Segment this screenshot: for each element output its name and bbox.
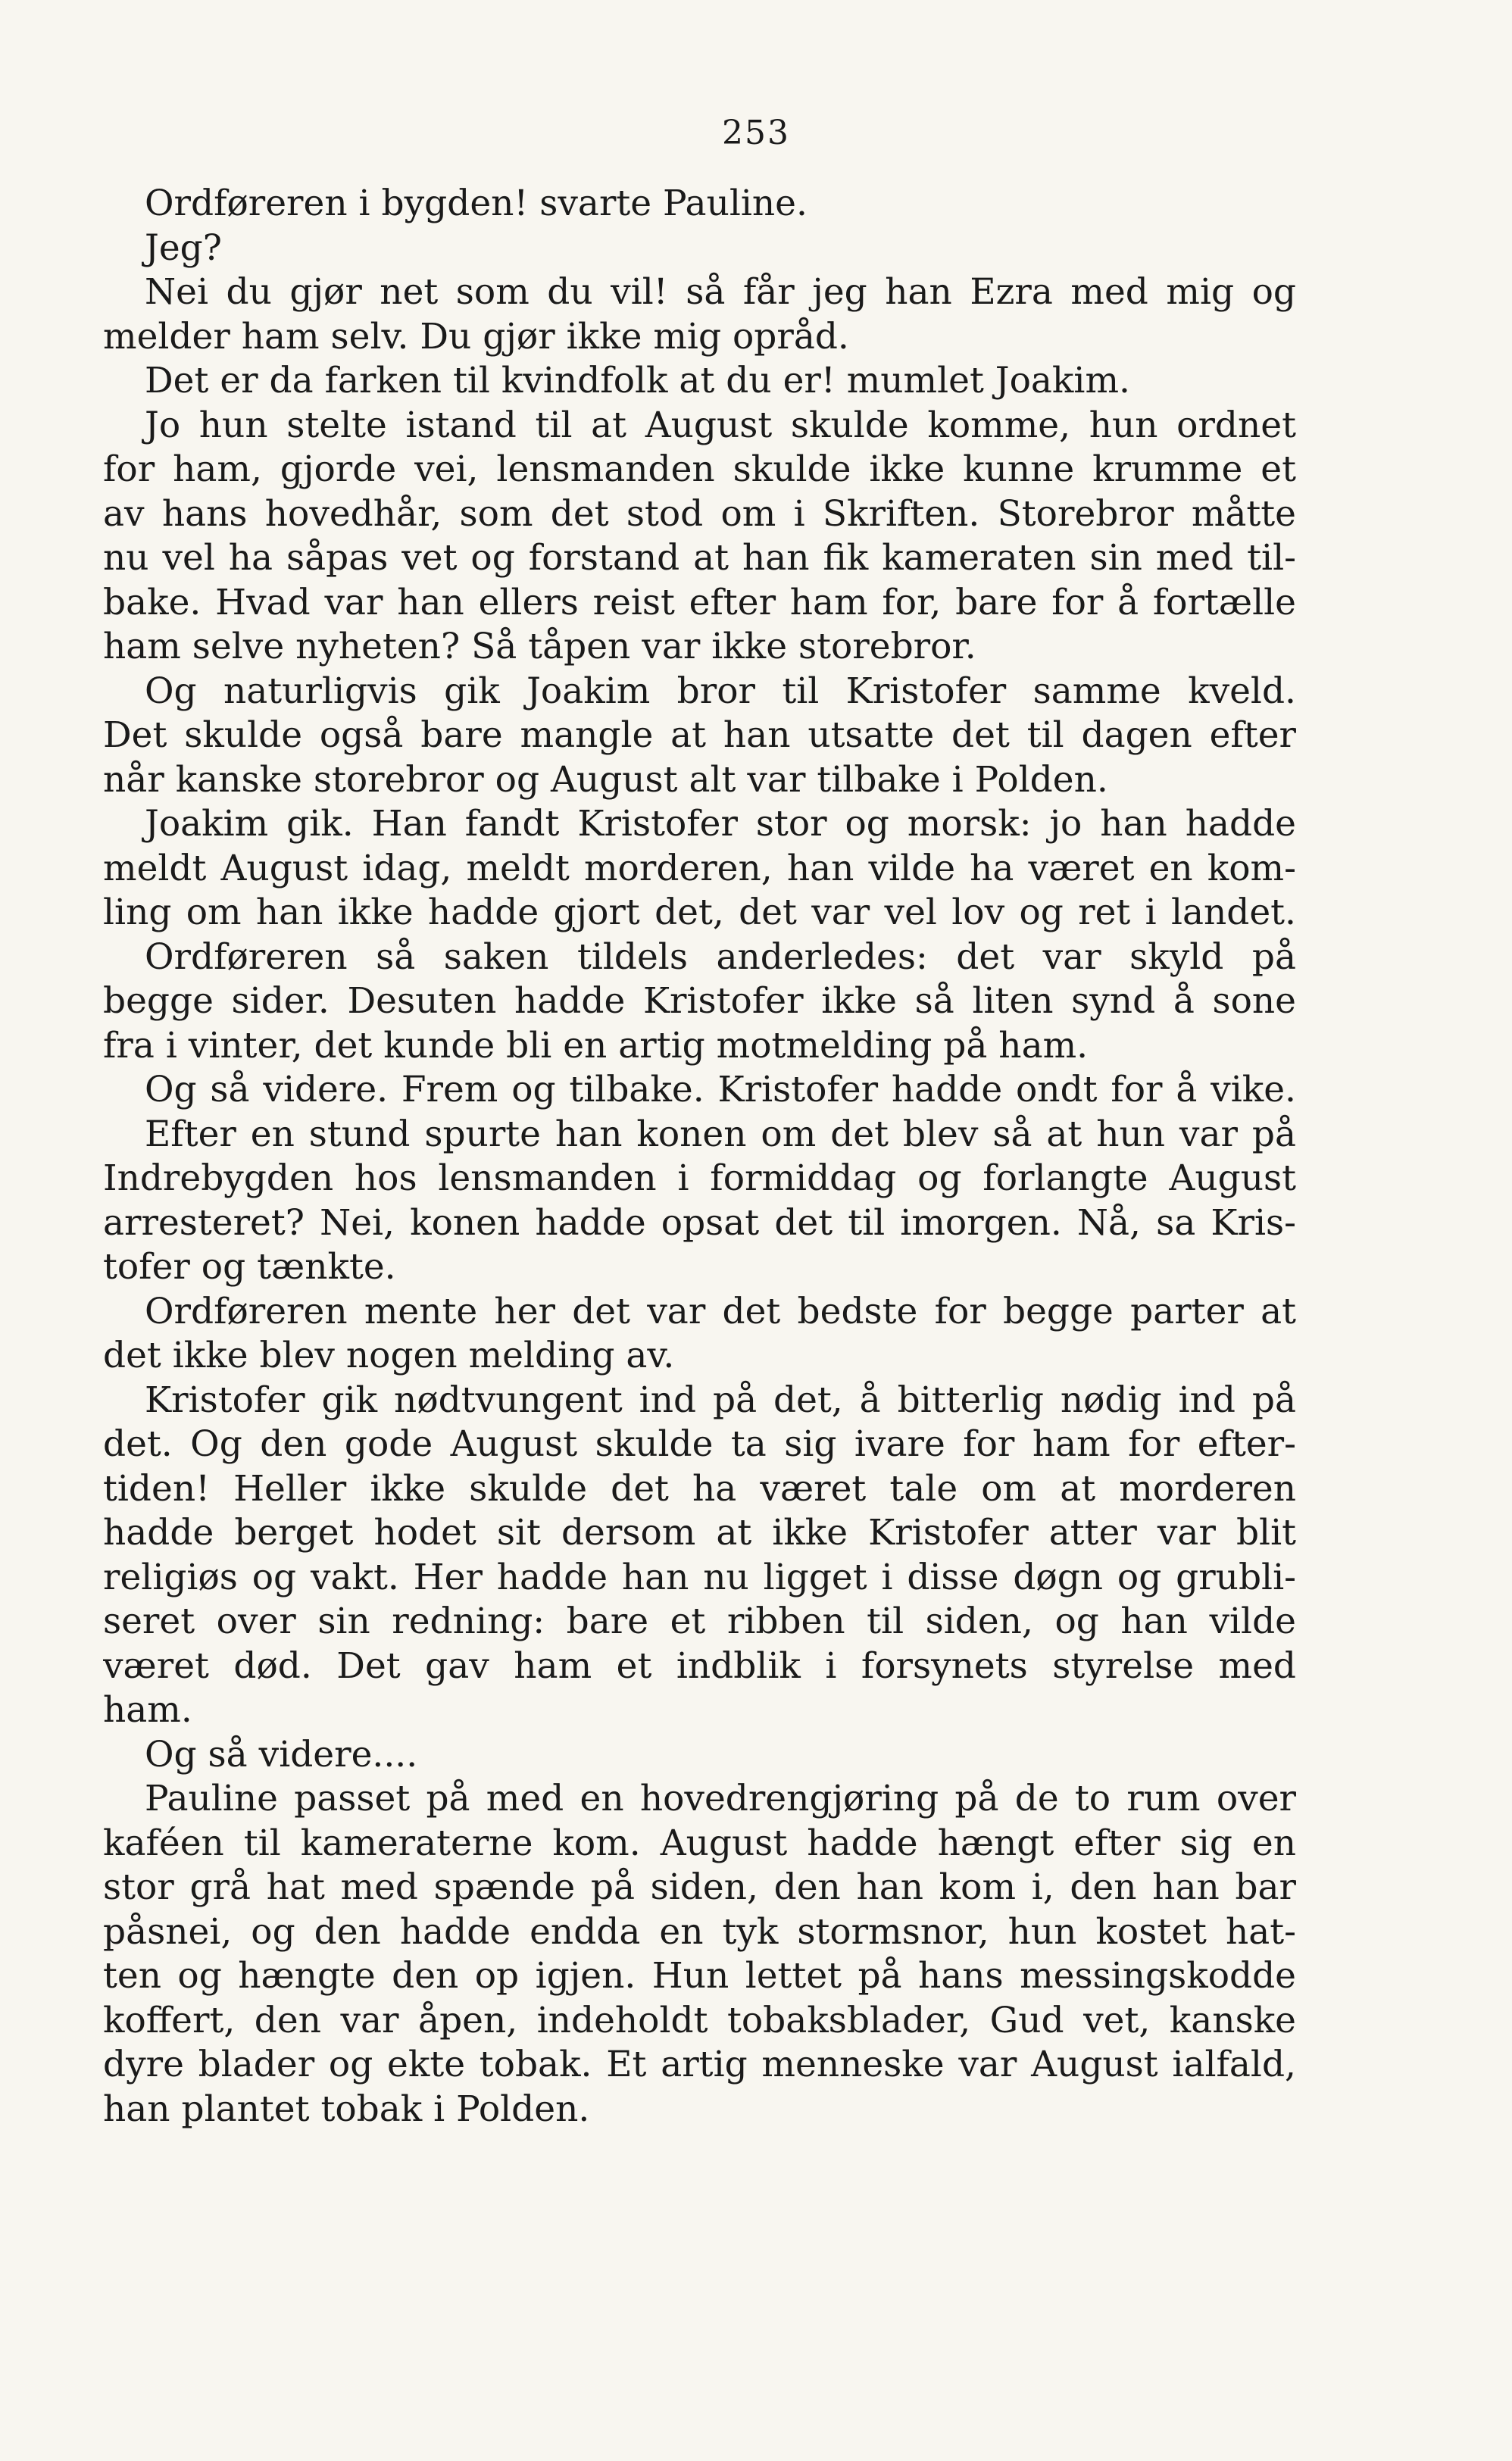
text-line: kaféen til kameraterne kom. August hadde hængt efter sig en bbox=[103, 1822, 1296, 1864]
text-line: påsnei, og den hadde endda en tyk stormsnor, hun kostet hat- bbox=[103, 1910, 1296, 1953]
text-line: tofer og tænkte. bbox=[103, 1246, 396, 1288]
text-line: ham. bbox=[103, 1689, 192, 1731]
text-line: det. Og den gode August skulde ta sig ivare for ham for efter- bbox=[103, 1423, 1296, 1465]
text-line: stor grå hat med spænde på siden, den han kom i, den han bar bbox=[103, 1866, 1296, 1908]
text-line: nu vel ha såpas vet og forstand at han fik kameraten sin med til- bbox=[103, 537, 1296, 579]
text-line: meldt August idag, meldt morderen, han vilde ha været en kom- bbox=[103, 847, 1296, 889]
text-line: ham selve nyheten? Så tåpen var ikke storebror. bbox=[103, 626, 976, 667]
text-line: hadde berget hodet sit dersom at ikke Kristofer atter var blit bbox=[103, 1512, 1296, 1554]
text-line: ling om han ikke hadde gjort det, det var vel lov og ret i landet. bbox=[103, 892, 1296, 933]
text-line: ten og hængte den op igjen. Hun lettet på hans messingskodde bbox=[103, 1955, 1296, 1997]
body-text bbox=[103, 182, 1296, 2132]
text-line: bake. Hvad var han ellers reist efter ham for, bare for å fortælle bbox=[103, 581, 1296, 623]
text-line: været død. Det gav ham et indblik i forsynets styrelse med bbox=[103, 1644, 1296, 1687]
text-line: tiden! Heller ikke skulde det ha været tale om at morderen bbox=[103, 1467, 1296, 1510]
text-line: religiøs og vakt. Her hadde han nu ligget i disse døgn og grubli- bbox=[103, 1556, 1296, 1598]
text-line: Jeg? bbox=[145, 226, 222, 269]
text-line: Ordføreren i bygden! svarte Pauline. bbox=[145, 183, 808, 224]
page-number: 253 bbox=[722, 114, 790, 152]
text-line: seret over sin redning: bare et ribben til siden, og han vilde bbox=[103, 1601, 1296, 1642]
text-line: begge sider. Desuten hadde Kristofer ikke så liten synd å sone bbox=[103, 980, 1296, 1022]
text-line: Det skulde også bare mangle at han utsatte det til dagen efter bbox=[103, 714, 1296, 756]
text-line: Nei du gjør net som du vil! så får jeg han Ezra med mig og bbox=[145, 271, 1296, 313]
text-line: melder ham selv. Du gjør ikke mig opråd. bbox=[103, 315, 849, 358]
text-line: fra i vinter, det kunde bli en artig motmelding på ham. bbox=[103, 1024, 1089, 1067]
text-line: det ikke blev nogen melding av. bbox=[103, 1335, 675, 1376]
text-line: Indrebygden hos lensmanden i formiddag og forlangte August bbox=[103, 1157, 1296, 1199]
text-line: Ordføreren mente her det var det bedste for begge parter at bbox=[145, 1290, 1296, 1332]
text-line: dyre blader og ekte tobak. Et artig menneske var August ialfald, bbox=[103, 2044, 1296, 2085]
text-line: når kanske storebror og August alt var tilbake i Polden. bbox=[103, 758, 1108, 801]
text-line: koffert, den var åpen, indeholdt tobaksblader, Gud vet, kanske bbox=[103, 1999, 1296, 2041]
text-line: Og så videre.... bbox=[145, 1733, 418, 1775]
text-line: Det er da farken til kvindfolk at du er! mumlet Joakim. bbox=[145, 360, 1130, 401]
text-line: Efter en stund spurte han konen om det blev så at hun var på bbox=[145, 1113, 1296, 1155]
text-line: han plantet tobak i Polden. bbox=[103, 2088, 590, 2130]
text-line: Jo hun stelte istand til at August skulde komme, hun ordnet bbox=[145, 404, 1296, 446]
text-line: Og så videre. Frem og tilbake. Kristofer hadde ondt for å vike. bbox=[145, 1069, 1296, 1110]
text-line: Og naturligvis gik Joakim bror til Kristofer samme kveld. bbox=[145, 670, 1296, 712]
text-line: Pauline passet på med en hovedrengjøring på de to rum over bbox=[145, 1778, 1296, 1819]
text-line: Ordføreren så saken tildels anderledes: det var skyld på bbox=[145, 935, 1296, 978]
text-line: av hans hovedhår, som det stod om i Skriften. Storebror måtte bbox=[103, 492, 1296, 535]
text-line: Kristofer gik nødtvungent ind på det, å bitterlig nødig ind på bbox=[145, 1379, 1296, 1421]
text-line: for ham, gjorde vei, lensmanden skulde ikke kunne krumme et bbox=[103, 448, 1296, 490]
text-line: arresteret? Nei, konen hadde opsat det til imorgen. Nå, sa Kris- bbox=[103, 1201, 1296, 1244]
text-line: Joakim gik. Han fandt Kristofer stor og morsk: jo han hadde bbox=[145, 803, 1296, 845]
